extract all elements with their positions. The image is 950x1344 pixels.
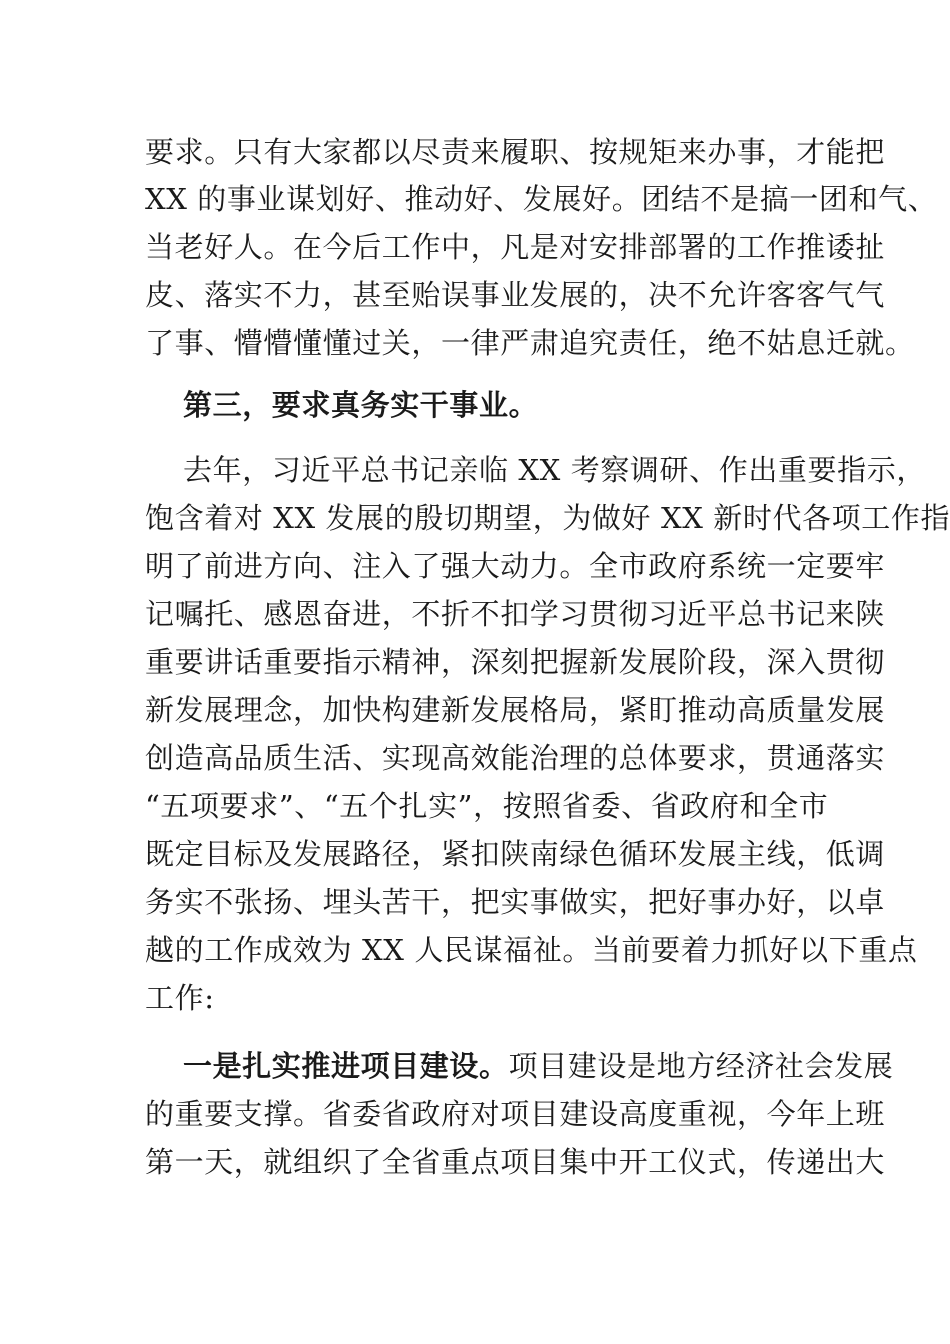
- body-text-line: 新发展理念，加快构建新发展格局，紧盯推动高质量发展: [145, 693, 886, 727]
- point-text: 项目建设是地方经济社会发展: [508, 1049, 894, 1083]
- body-text-line: 第一天，就组织了全省重点项目集中开工仪式，传递出大: [145, 1145, 886, 1179]
- body-text-line: 要求。只有大家都以尽责来履职、按规矩来办事，才能把: [145, 135, 886, 169]
- body-text-line: 去年，习近平总书记亲临 XX 考察调研、作出重要指示，: [183, 453, 926, 487]
- point-heading: 一是扎实推进项目建设。: [183, 1049, 509, 1083]
- body-text-line: XX 的事业谋划好、推动好、发展好。团结不是搞一团和气、: [145, 182, 938, 216]
- body-text-line: 饱含着对 XX 发展的殷切期望，为做好 XX 新时代各项工作指: [145, 501, 950, 535]
- body-text-line: “五项要求”、“五个扎实”，按照省委、省政府和全市: [145, 789, 829, 823]
- body-text-line: 创造高品质生活、实现高效能治理的总体要求，贯通落实: [145, 741, 886, 775]
- body-text-line: 的重要支撑。省委省政府对项目建设高度重视，今年上班: [145, 1097, 886, 1131]
- section-heading: 第三，要求真务实干事业。: [183, 388, 539, 422]
- body-text-line: 了事、懵懵懂懂过关，一律严肃追究责任，绝不姑息迁就。: [145, 326, 915, 360]
- body-text-line: 工作:: [145, 981, 215, 1015]
- body-text-line: 务实不张扬、埋头苦干，把实事做实，把好事办好，以卓: [145, 885, 886, 919]
- body-text-line: 皮、落实不力，甚至贻误事业发展的，决不允许客客气气: [145, 278, 886, 312]
- body-text-line: 重要讲话重要指示精神，深刻把握新发展阶段，深入贯彻: [145, 645, 886, 679]
- body-text-line: 越的工作成效为 XX 人民谋福祉。当前要着力抓好以下重点: [145, 933, 918, 967]
- body-text-line: 记嘱托、感恩奋进，不折不扣学习贯彻习近平总书记来陕: [145, 597, 886, 631]
- body-text-line: 明了前进方向、注入了强大动力。全市政府系统一定要牢: [145, 549, 886, 583]
- body-text-line: 既定目标及发展路径，紧扣陕南绿色循环发展主线，低调: [145, 837, 886, 871]
- body-text-line: 当老好人。在今后工作中，凡是对安排部署的工作推诿扯: [145, 230, 886, 264]
- body-text-line: [183, 1048, 894, 1084]
